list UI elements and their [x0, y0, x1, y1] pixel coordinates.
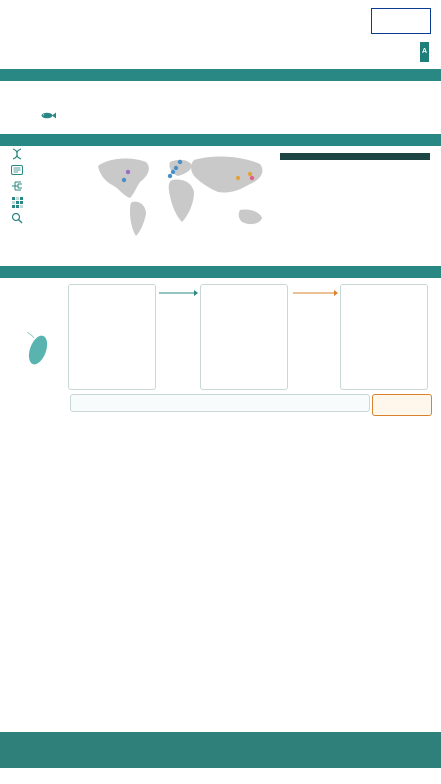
- background-heading: [0, 69, 441, 81]
- cloud-genome-box: [340, 284, 428, 390]
- tree-icon: [10, 180, 24, 192]
- magnifier-icon: [10, 212, 24, 224]
- methods-item: [10, 196, 90, 208]
- shell-genome-box: [200, 284, 288, 390]
- arcus-logo: [371, 42, 431, 60]
- grid-icon: [10, 196, 24, 208]
- methods-list: [10, 148, 90, 228]
- world-map: [90, 150, 275, 242]
- arrow-right-icon: [292, 290, 338, 296]
- column-header: [280, 153, 318, 160]
- methods-heading: [0, 134, 441, 146]
- table-header-row: [280, 153, 430, 160]
- methods-item: [10, 148, 90, 160]
- bacterium-icon: [24, 332, 52, 368]
- poster-header: [0, 0, 441, 66]
- arrow-right-icon: [158, 290, 198, 296]
- figure-1-legend: [70, 394, 370, 412]
- phylogenetic-tree: [20, 468, 245, 708]
- core-genome-box: [68, 284, 156, 390]
- pangenome-summary: [10, 332, 65, 371]
- results-heading: [0, 266, 441, 278]
- column-header: [355, 153, 393, 160]
- usc-logo: [371, 8, 431, 34]
- methods-item: [10, 180, 90, 192]
- dna-icon: [10, 148, 24, 160]
- acknowledgments: [8, 770, 358, 775]
- column-header: [393, 153, 431, 160]
- methods-item: [10, 164, 90, 176]
- figure-1: [10, 282, 431, 432]
- column-header: [318, 153, 356, 160]
- genome-icon: [10, 164, 24, 176]
- isolates-table: [280, 153, 430, 160]
- methods-item: [10, 212, 90, 224]
- fish-icon: [40, 112, 56, 119]
- arcus-logo-mark: A: [420, 42, 429, 62]
- functional-annotation-box: [372, 394, 432, 416]
